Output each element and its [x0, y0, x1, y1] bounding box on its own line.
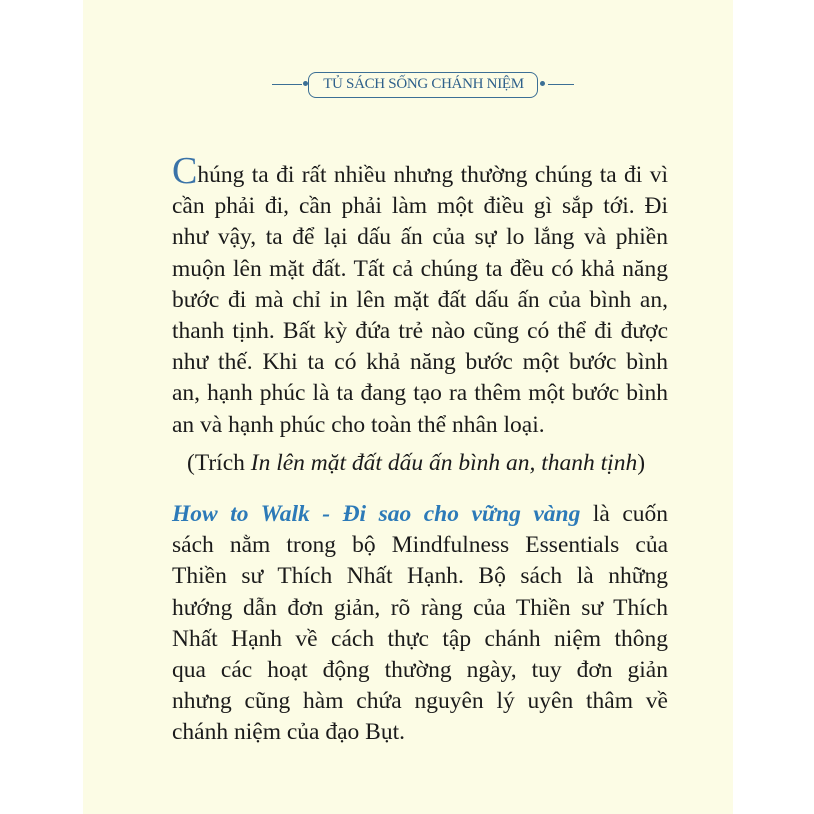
description-line: sách nằm trong bộ Mindfulness Essentials của — [172, 532, 668, 559]
excerpt-line: muộn lên mặt đất. Tất cả chúng ta đều có khả năng — [172, 255, 668, 282]
drop-cap: C — [172, 150, 198, 192]
description-line: Thiền sư Thích Nhất Hạnh. Bộ sách là những — [172, 563, 668, 590]
description-line: hướng dẫn đơn giản, rõ ràng của Thiền sư Thích — [172, 594, 668, 621]
citation-prefix: (Trích — [187, 450, 251, 476]
excerpt-paragraph — [172, 150, 668, 441]
citation-suffix: ) — [637, 450, 646, 476]
description-line — [172, 499, 668, 530]
citation-title: In lên mặt đất dấu ấn bình an, thanh tịnh — [250, 450, 638, 476]
header-rule-right — [548, 84, 574, 85]
excerpt-line — [172, 150, 668, 192]
excerpt-line: bước đi mà chỉ in lên mặt đất dấu ấn của bình an, — [172, 286, 668, 313]
book-title: How to Walk - Đi sao cho vững vàng — [172, 501, 581, 527]
description-text: là cuốn — [580, 501, 668, 527]
header-rule-left — [272, 84, 302, 85]
excerpt-line: như vậy, ta để lại dấu ấn của sự lo lắng và phiền — [172, 224, 668, 251]
excerpt-line: an, hạnh phúc là ta đang tạo ra thêm một bước bình — [172, 380, 668, 407]
series-header — [272, 70, 572, 100]
excerpt-line: như thế. Khi ta có khả năng bước một bước bình — [172, 349, 668, 376]
citation — [187, 450, 645, 477]
description-line: qua các hoạt động thường ngày, tuy đơn giản — [172, 656, 668, 683]
description-paragraph — [172, 499, 668, 749]
excerpt-text: húng ta đi rất nhiều nhưng thường chúng ta đi vì — [197, 162, 668, 188]
excerpt-line: thanh tịnh. Bất kỳ đứa trẻ nào cũng có thể đi được — [172, 317, 668, 344]
excerpt-line: an và hạnh phúc cho toàn thể nhân loại. — [172, 411, 545, 438]
header-dot-right — [540, 81, 545, 86]
series-title: TỦ SÁCH SỐNG CHÁNH NIỆM — [323, 76, 524, 92]
description-line: Nhất Hạnh về cách thực tập chánh niệm thông — [172, 625, 668, 652]
excerpt-line: cần phải đi, cần phải làm một điều gì sắp tới. Đi — [172, 193, 668, 220]
description-line: nhưng cũng hàm chứa nguyên lý uyên thâm về — [172, 688, 668, 715]
description-line: chánh niệm của đạo Bụt. — [172, 719, 405, 746]
